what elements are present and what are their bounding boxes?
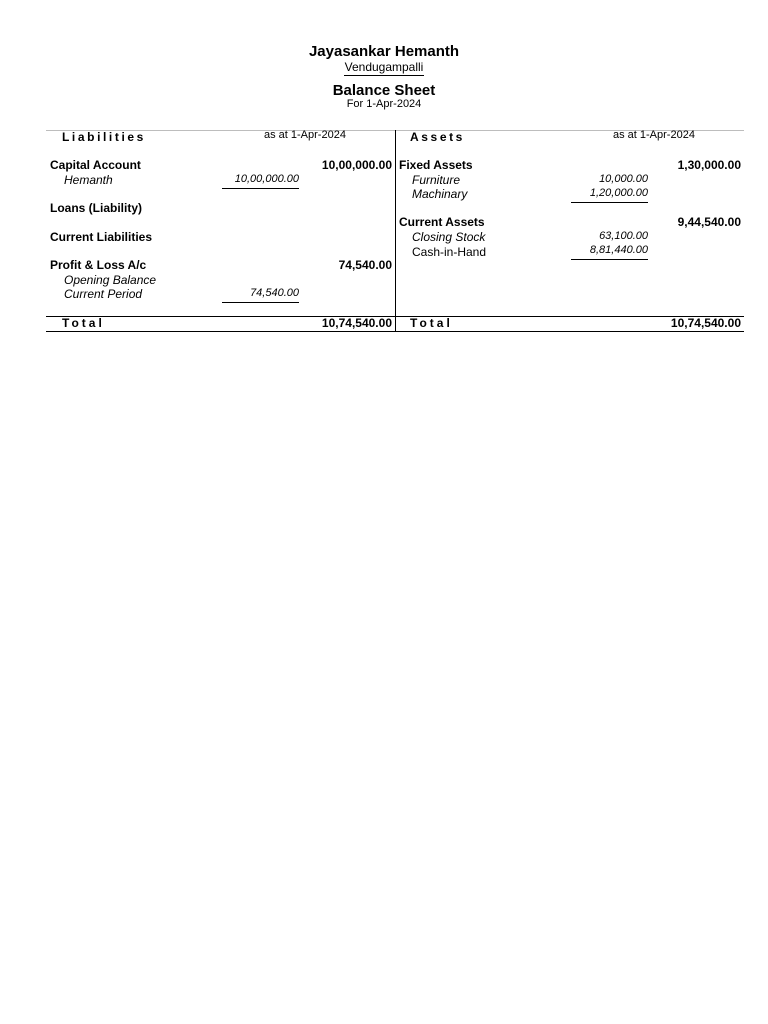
machinary-amount: 1,20,000.00: [571, 187, 648, 203]
profit-loss-label: Profit & Loss A/c: [50, 258, 147, 272]
company-name: Jayasankar Hemanth: [308, 43, 460, 60]
assets-date-heading: as at 1-Apr-2024: [613, 129, 695, 141]
assets-total-amount: 10,74,540.00: [670, 316, 741, 330]
opening-balance-label: Opening Balance: [64, 273, 157, 287]
cash-in-hand-label: Cash-in-Hand: [412, 245, 487, 259]
total-bottom-rule: [46, 331, 744, 332]
current-assets-amount: 9,44,540.00: [677, 215, 741, 229]
current-liabilities-label: Current Liabilities: [50, 230, 153, 244]
address-text: Vendugampalli: [344, 60, 424, 74]
total-top-rule: [46, 316, 744, 317]
closing-stock-label: Closing Stock: [412, 230, 486, 244]
machinary-label: Machinary: [412, 187, 468, 201]
fixed-assets-amount: 1,30,000.00: [677, 158, 741, 172]
furniture-label: Furniture: [412, 173, 461, 187]
current-period-label: Current Period: [64, 287, 143, 301]
liabilities-date-heading: as at 1-Apr-2024: [264, 129, 346, 141]
capital-item-label: Hemanth: [64, 173, 113, 187]
current-period-amount: 74,540.00: [222, 287, 299, 303]
company-address: [0, 60, 768, 74]
report-period: For 1-Apr-2024: [346, 98, 422, 110]
liabilities-total-label: Total: [62, 316, 105, 330]
capital-account-amount: 10,00,000.00: [321, 158, 392, 172]
fixed-assets-label: Fixed Assets: [399, 158, 473, 172]
column-divider: [395, 130, 396, 332]
report-title: Balance Sheet: [332, 82, 436, 99]
loans-label: Loans (Liability): [50, 201, 143, 215]
furniture-amount: 10,000.00: [599, 173, 648, 185]
liabilities-heading: Liabilities: [62, 130, 146, 144]
closing-stock-amount: 63,100.00: [599, 230, 648, 242]
profit-loss-amount: 74,540.00: [338, 258, 392, 272]
assets-total-label: Total: [410, 316, 453, 330]
capital-item-amount: 10,00,000.00: [222, 173, 299, 189]
assets-heading: Assets: [410, 130, 465, 144]
capital-account-label: Capital Account: [50, 158, 141, 172]
current-assets-label: Current Assets: [399, 215, 485, 229]
cash-in-hand-amount: 8,81,440.00: [571, 244, 648, 260]
liabilities-total-amount: 10,74,540.00: [321, 316, 392, 330]
